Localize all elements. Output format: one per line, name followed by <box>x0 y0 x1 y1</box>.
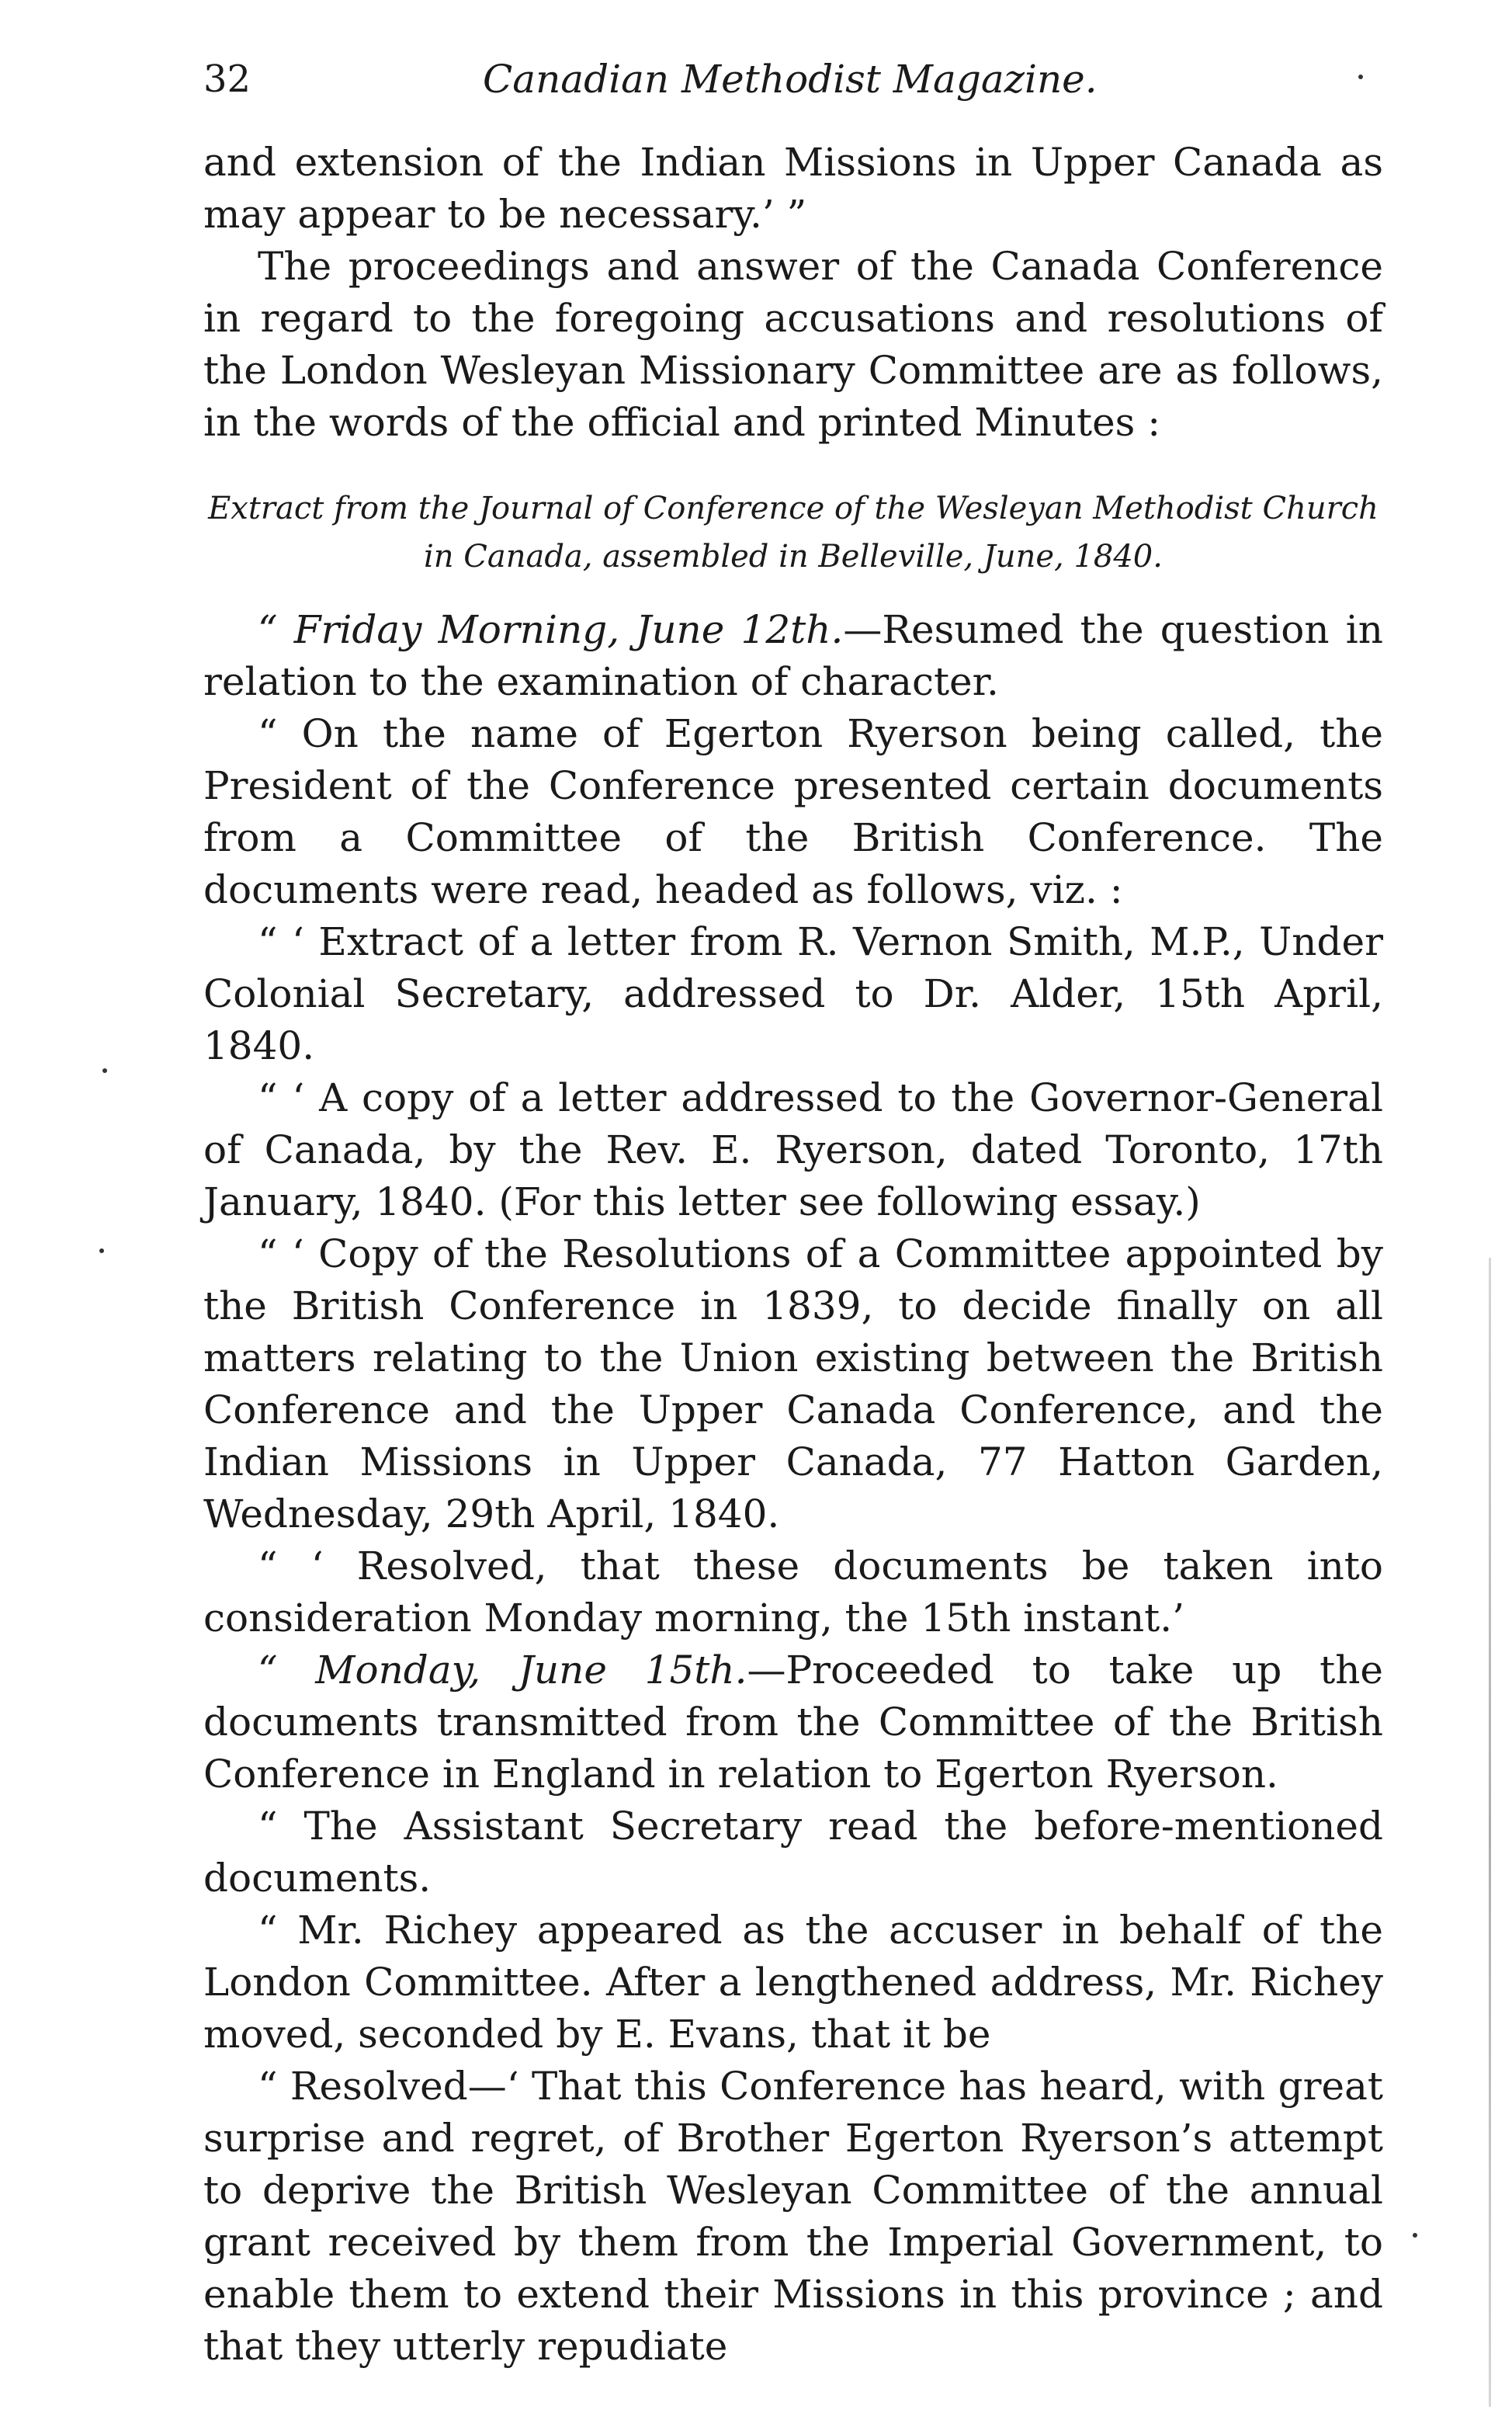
paragraph-extract-letter: “ ‘ Extract of a letter from R. Vernon Smith, M.P., Under Colonial Secretary, addressed to Dr. Alder, 15th April, 1840. <box>203 919 1383 1068</box>
journal-title: Canadian Methodist Magazine. <box>483 57 1098 102</box>
extract-heading <box>203 484 1383 581</box>
paragraph-richey: “ Mr. Richey appeared as the accuser in behalf of the London Committee. After a lengthened address, Mr. Richey moved, seconded by E. Evans, that it be <box>203 1908 1383 2057</box>
monday-date: “ Monday, June 15th. <box>258 1648 747 1693</box>
page-edge-shadow <box>1489 1258 1491 2407</box>
friday-date: “ Friday Morning, June 12th. <box>258 607 844 652</box>
print-speck <box>1358 75 1363 79</box>
extract-heading-line-2: in Canada, assembled in Belleville, June, 1840. <box>424 539 1163 575</box>
paragraph-proceedings: The proceedings and answer of the Canada Conference in regard to the foregoing accusations and resolutions of the London Wesleyan Missionary Committee are as follows, in the words of the official and printed Minutes : <box>203 244 1383 445</box>
paragraph-assistant-secretary: “ The Assistant Secretary read the before-mentioned documents. <box>203 1804 1383 1901</box>
paragraph-continuation: and extension of the Indian Missions in Upper Canada as may appear to be necessary.’ ” <box>203 140 1383 237</box>
running-head <box>203 48 1399 110</box>
friday-text: —Resumed the question in relation to the examination of character. <box>203 607 1383 704</box>
page-number: 32 <box>203 57 251 101</box>
body-text <box>203 137 1383 2373</box>
monday-text: —Proceeded to take up the documents transmitted from the Committee of the British Conference in England in relation to Egerton Ryerson. <box>203 1648 1383 1797</box>
print-speck <box>99 1248 104 1253</box>
paragraph-friday <box>203 604 1383 708</box>
paragraph-resolved-consideration: “ ‘ Resolved, that these documents be taken into consideration Monday morning, the 15th instant.’ <box>203 1543 1383 1641</box>
print-speck <box>102 1068 107 1073</box>
paragraph-president: “ On the name of Egerton Ryerson being called, the President of the Conference presented certain documents from a Committee of the British Conference. The documents were read, headed as follows, viz. : <box>203 711 1383 912</box>
paragraph-resolutions: “ ‘ Copy of the Resolutions of a Committee appointed by the British Conference in 1839, to decide finally on all matters relating to the Union existing between the British Conference and the Upper Canada Conference, and the Indian Missions in Upper Canada, 77 Hatton Garden, Wednesday, 29th April, 1840. <box>203 1231 1383 1536</box>
paragraph-monday <box>203 1644 1383 1800</box>
print-speck <box>1413 2233 1417 2238</box>
paragraph-resolved-repudiate: “ Resolved—‘ That this Conference has heard, with great surprise and regret, of Brother Egerton Ryerson’s attempt to deprive the British Wesleyan Committee of the annual grant received by them from the Imperial Government, to enable them to extend their Missions in this province ; and that they utterly repudiate <box>203 2064 1383 2369</box>
extract-heading-line-1: Extract from the Journal of Conference of the Wesleyan Methodist Church <box>208 491 1378 526</box>
paragraph-copy-letter: “ ‘ A copy of a letter addressed to the Governor-General of Canada, by the Rev. E. Ryerson, dated Toronto, 17th January, 1840. (For this letter see following essay.) <box>203 1075 1383 1224</box>
